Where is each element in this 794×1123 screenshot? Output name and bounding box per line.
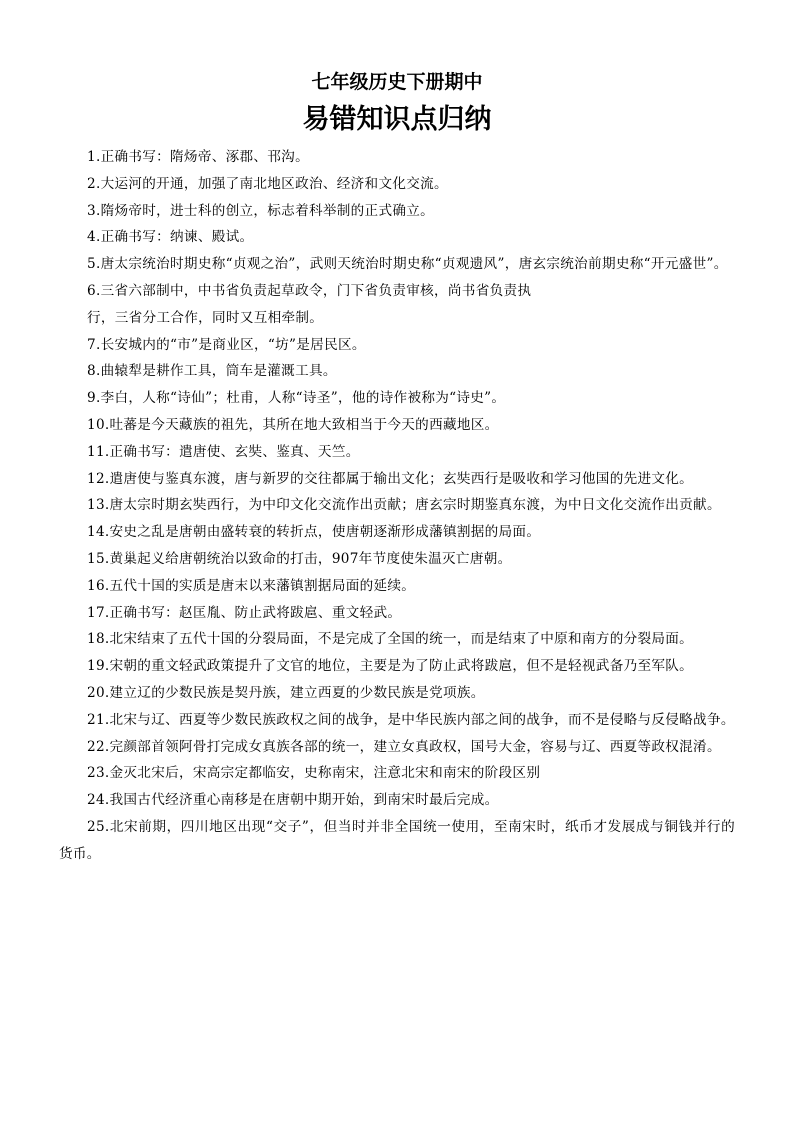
knowledge-point-23: 23.金灭北宋后，宋高宗定都临安，史称南宋，注意北宋和南宋的阶段区别 (87, 765, 541, 782)
knowledge-point-list (59, 144, 735, 868)
knowledge-point-20: 20.建立辽的少数民族是契丹族，建立西夏的少数民族是党项族。 (87, 684, 485, 701)
knowledge-point-10: 10.吐蕃是今天藏族的祖先，其所在地大致相当于今天的西藏地区。 (87, 416, 499, 433)
knowledge-point-2: 2.大运河的开通，加强了南北地区政治、经济和文化交流。 (87, 175, 448, 192)
knowledge-point-6: 6.三省六部制中，中书省负责起草政令，门下省负责审核，尚书省负责执 (87, 282, 532, 299)
knowledge-point-24: 24.我国古代经济重心南移是在唐朝中期开始，到南宋时最后完成。 (87, 792, 499, 809)
knowledge-point-21: 21.北宋与辽、西夏等少数民族政权之间的战争，是中华民族内部之间的战争，而不是侵略与反侵略战争。 (87, 711, 735, 728)
knowledge-point-22: 22.完颜部首领阿骨打完成女真族各部的统一，建立女真政权，国号大金，容易与辽、西夏等政权混淆。 (87, 738, 721, 755)
knowledge-point-1: 1.正确书写：隋炀帝、涿郡、邗沟。 (87, 149, 309, 165)
knowledge-point-9: 9.李白，人称“诗仙”；杜甫，人称“诗圣”，他的诗作被称为“诗史”。 (87, 390, 506, 407)
knowledge-point-19: 19.宋朝的重文轻武政策提升了文官的地位，主要是为了防止武将跋扈，但不是轻视武备乃至军队。 (87, 658, 694, 675)
knowledge-point-6-continued: 行，三省分工合作，同时又互相牵制。 (87, 309, 324, 326)
document-title-line1: 七年级历史下册期中 (311, 71, 483, 93)
knowledge-point-13: 13.唐太宗时期玄奘西行，为中印文化交流作出贡献；唐玄宗时期鉴真东渡，为中日文化交流作出贡献。 (87, 497, 721, 514)
knowledge-point-17: 17.正确书写：赵匡胤、防止武将跋扈、重文轻武。 (87, 604, 402, 621)
knowledge-point-5: 5.唐太宗统治时期史称“贞观之治”，武则天统治时期史称“贞观遗风”，唐玄宗统治前期史称“开元盛世”。 (87, 256, 728, 273)
knowledge-point-14: 14.安史之乱是唐朝由盛转衰的转折点，使唐朝逐渐形成藩镇割据的局面。 (87, 524, 541, 541)
knowledge-point-16: 16.五代十国的实质是唐末以来藩镇割据局面的延续。 (87, 577, 416, 594)
knowledge-point-8: 8.曲辕犁是耕作工具，筒车是灌溉工具。 (87, 363, 337, 380)
knowledge-point-4: 4.正确书写：纳谏、殿试。 (87, 229, 254, 246)
knowledge-point-25: 25.北宋前期，四川地区出现“交子”，但当时并非全国统一使用，至南宋时，纸币才发展成与铜钱并行的货币。 (59, 818, 735, 862)
knowledge-point-7: 7.长安城内的“市”是商业区，“坊”是居民区。 (87, 336, 366, 353)
knowledge-point-11: 11.正确书写：遣唐使、玄奘、鉴真、天竺。 (87, 443, 360, 460)
knowledge-point-18: 18.北宋结束了五代十国的分裂局面，不是完成了全国的统一，而是结束了中原和南方的分裂局面。 (87, 631, 694, 648)
knowledge-point-15: 15.黄巢起义给唐朝统治以致命的打击，907年节度使朱温灭亡唐朝。 (87, 550, 512, 567)
knowledge-point-12: 12.遣唐使与鉴真东渡，唐与新罗的交往都属于输出文化；玄奘西行是吸收和学习他国的先进文化。 (87, 470, 694, 487)
document-page (59, 66, 735, 868)
knowledge-point-3: 3.隋炀帝时，进士科的创立，标志着科举制的正式确立。 (87, 202, 435, 219)
document-title-line2: 易错知识点归纳 (302, 104, 492, 135)
